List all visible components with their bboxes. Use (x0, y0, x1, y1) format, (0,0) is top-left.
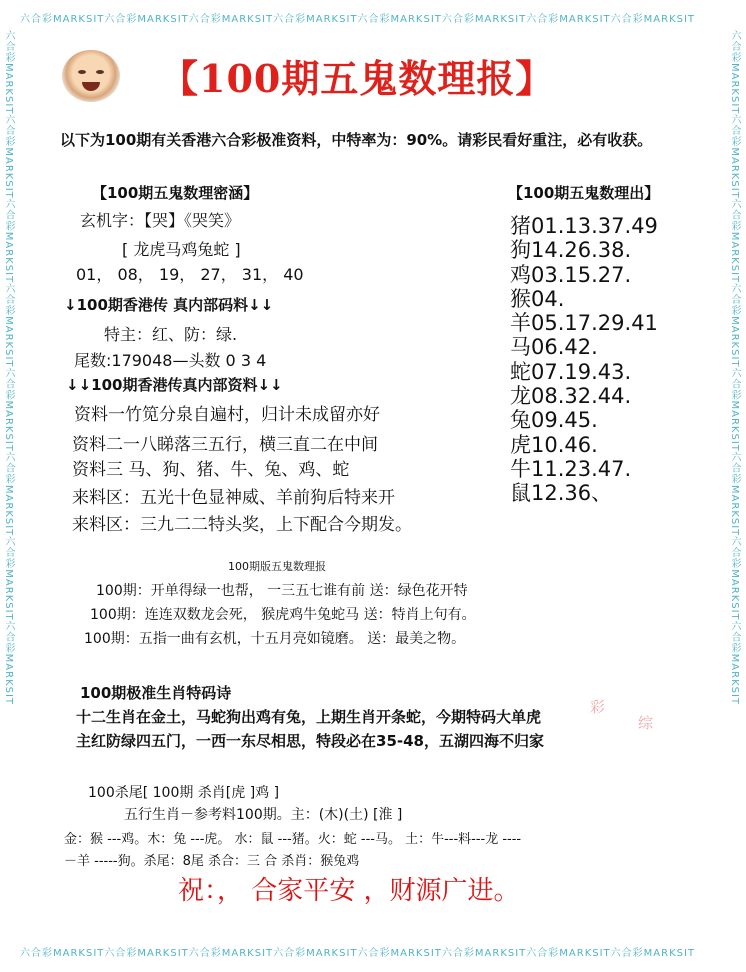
animals-line: [ 龙虎马鸡兔蛇 ] (122, 240, 241, 259)
border-watermark-right: 六合彩MARKSIT六合彩MARKSIT六合彩MARKSIT六合彩MARKSIT六合彩MARKSIT六合彩MARKSIT六合彩MARKSIT六合彩MARKSIT (729, 30, 740, 706)
wuxing-line: 五行生肖－参考料100期。主：(木)(土) [淮 ] (124, 807, 403, 823)
avatar-eye (96, 70, 104, 74)
zodiac-row: 马06.42. (510, 335, 598, 360)
closing-wish: 祝：， 合家平安 ，财源广进。 (178, 876, 520, 906)
tail-line: 尾数:179048—头数 0 3 4 (74, 351, 267, 370)
data-line-3: 资料三 马、狗、猪、牛、兔、鸡、蛇 (72, 460, 350, 480)
left-heading: 【100期五鬼数理密涵】 (92, 184, 259, 202)
zodiac-row: 龙08.32.44. (510, 384, 632, 409)
xuanji-line: 玄机字：【哭】《哭笑》 (80, 211, 241, 230)
zodiac-row: 虎10.46. (510, 432, 598, 457)
zodiac-row: 猴04. (510, 286, 565, 311)
zodiac-row: 狗14.26.38. (510, 238, 632, 263)
poem-line-1: 十二生肖在金土，马蛇狗出鸡有兔，上期生肖开条蛇，今期特码大单虎 (76, 708, 542, 726)
zodiac-row: 鼠12.36、 (510, 481, 613, 506)
red-stamp-mark: 综 (638, 714, 654, 732)
poem-heading: 100期极准生肖特码诗 (80, 684, 232, 702)
middle-line-1: 100期：开单得绿一也帮， 一三五七谁有前 送：绿色花开特 (96, 583, 468, 599)
intro-text: 以下为100期有关香港六合彩极准资料，中特率为：90%。请彩民看好重注，必有收获。 (60, 131, 653, 149)
zodiac-row: 猪01.13.37.49 (510, 214, 658, 238)
middle-line-3: 100期：五指一曲有玄机，十五月亮如镜磨。 送：最美之物。 (84, 631, 466, 647)
red-stamp-mark: 彩 (590, 698, 606, 716)
source-line-1: 来料区：五光十色显神威、羊前狗后特来开 (72, 488, 395, 508)
hk-title-1: ↓100期香港传 真内部码料↓↓ (64, 296, 274, 314)
middle-heading: 100期版五鬼数理报 (228, 560, 326, 573)
kill-line: 100杀尾[ 100期 杀肖[虎 ]鸡 ] (88, 785, 280, 801)
zodiac-row: 兔09.45. (510, 408, 598, 433)
source-line-2: 来料区：三九二二特头奖，上下配合今期发。 (72, 515, 412, 535)
middle-line-2: 100期：连连双数龙会死， 猴虎鸡牛兔蛇马 送：特肖上句有。 (90, 607, 476, 623)
data-line-1: 资料一竹笕分泉自遍村，归计未成留亦好 (74, 405, 380, 425)
avatar-face-image (62, 50, 120, 102)
special-line: 特主：红、防：绿. (104, 325, 238, 344)
right-heading: 【100期五鬼数理出】 (508, 184, 660, 202)
border-watermark-bottom: 六合彩MARKSIT六合彩MARKSIT六合彩MARKSIT六合彩MARKSIT六合彩MARKSIT六合彩MARKSIT六合彩MARKSIT六合彩MARKSIT (20, 948, 696, 958)
zodiac-row: 牛11.23.47. (510, 456, 632, 481)
avatar-eye (78, 70, 86, 74)
zodiac-row: 羊05.17.29.41 (510, 311, 658, 336)
element-line-2: －羊 -----狗。杀尾：8尾 杀合：三 合 杀肖：猴兔鸡 (64, 854, 360, 869)
poem-line-2: 主红防绿四五门，一西一东尽相思，特段必在35-48，五湖四海不归家 (76, 732, 544, 750)
page-title: 【100期五鬼数理报】 (160, 56, 555, 101)
zodiac-row: 蛇07.19.43. (510, 359, 632, 384)
element-line-1: 金：猴 ---鸡。木：兔 ---虎。 水：鼠 ---猪。火：蛇 ---马。 土：牛---料---龙 ---- (64, 832, 522, 847)
zodiac-row: 鸡03.15.27. (510, 262, 632, 287)
data-line-2: 资料二一八睇落三五行，横三直二在中间 (72, 435, 378, 455)
avatar-mouth (82, 82, 100, 91)
numbers-line: 01， 08， 19， 27， 31， 40 (76, 265, 304, 284)
zodiac-number-list (510, 214, 658, 506)
border-watermark-left: 六合彩MARKSIT六合彩MARKSIT六合彩MARKSIT六合彩MARKSIT六合彩MARKSIT六合彩MARKSIT六合彩MARKSIT六合彩MARKSIT (3, 30, 14, 706)
hk-title-2: ↓↓100期香港传真内部资料↓↓ (66, 376, 283, 394)
border-watermark-top: 六合彩MARKSIT六合彩MARKSIT六合彩MARKSIT六合彩MARKSIT六合彩MARKSIT六合彩MARKSIT六合彩MARKSIT六合彩MARKSIT (20, 14, 696, 24)
